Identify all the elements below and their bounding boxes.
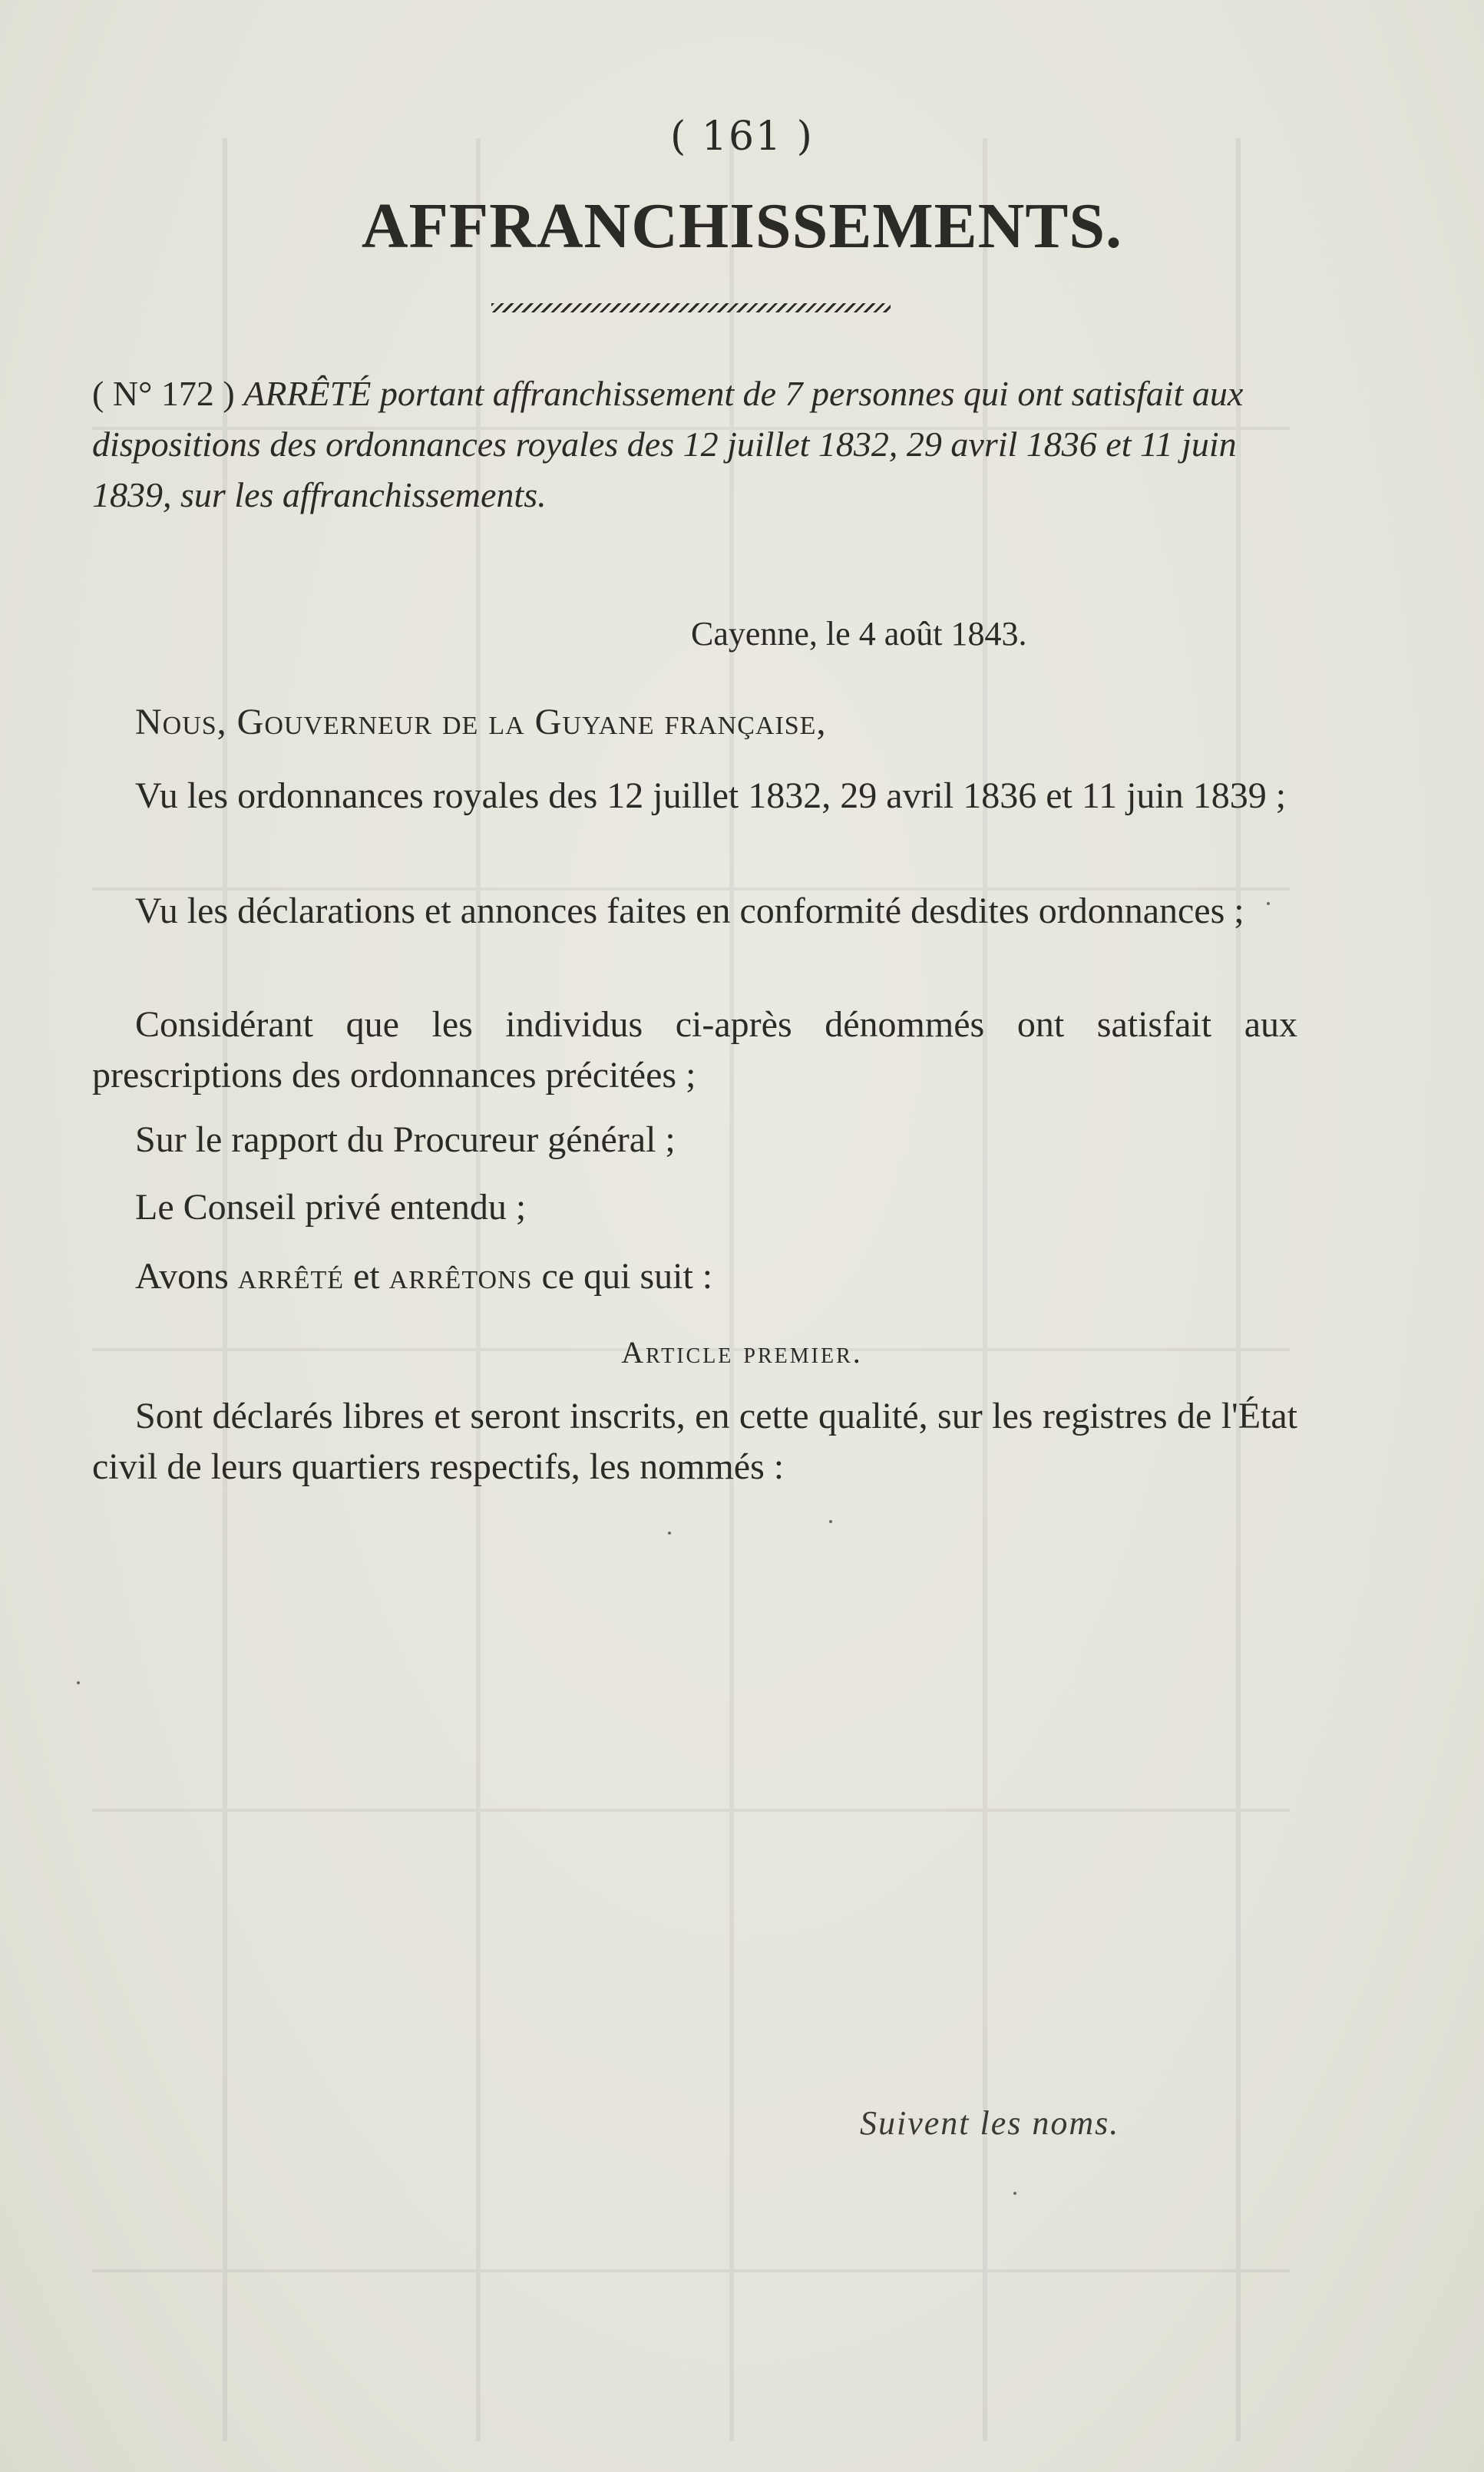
decree-text-c: et [344,1256,389,1297]
decree-text-d: arrêtons [388,1256,533,1297]
preamble-text: Nous, Gouverneur de la Guyane française, [135,702,827,742]
paragraph-council [92,1182,1297,1233]
paragraph-preamble [92,697,1297,748]
paragraph-considering [92,1000,1297,1101]
dateline: Cayenne, le 4 août 1843. [691,615,1027,653]
decree-title: ARRÊTÉ portant affranchissement de 7 personnes qui ont satisfait aux dispositions des ordonnances royales des 12 juillet 1832, 29 avril 1836 et 11 juin 1839, sur les affranchissements. [92,374,1244,514]
footer-note: Suivent les noms. [860,2104,1120,2142]
decree-heading [92,368,1297,521]
paragraph-report [92,1115,1297,1165]
considering-text: Considérant que les individus ci-après dénommés ont satisfait aux prescriptions des ordonnances précitées ; [92,1004,1297,1096]
paper-speck [668,1532,671,1535]
decree-number: ( N° 172 ) [92,374,244,413]
paper-speck [1267,902,1270,905]
page-title: AFFRANCHISSEMENTS. [361,190,1123,262]
decree-text-e: ce qui suit : [532,1256,713,1297]
declarations-text: Vu les déclarations et annonces faites en conformité desdites ordonnances ; [135,891,1244,931]
paragraph-declarations [92,886,1297,937]
page-number: ( 161 ) [670,114,814,160]
ordinances-text: Vu les ordonnances royales des 12 juillet 1832, 29 avril 1836 et 11 juin 1839 ; [135,775,1287,816]
paragraph-article-one [92,1391,1297,1492]
paper-speck [77,1681,80,1684]
council-text: Le Conseil privé entendu ; [135,1187,527,1228]
article-one-text: Sont déclarés libres et seront inscrits, en cette qualité, sur les registres de l'État civil de leurs quartiers respectifs, les nommés : [92,1396,1297,1487]
paragraph-considering-ordinances [92,771,1297,821]
paper-speck [1013,2192,1016,2195]
paragraph-decree [92,1251,1297,1302]
decree-text-a: Avons [135,1256,238,1297]
decree-text-b: arrêté [237,1256,344,1297]
decorative-rule [491,303,891,312]
article-heading: Article premier. [621,1335,863,1370]
report-text: Sur le rapport du Procureur général ; [135,1119,676,1160]
paper-speck [829,1520,832,1523]
